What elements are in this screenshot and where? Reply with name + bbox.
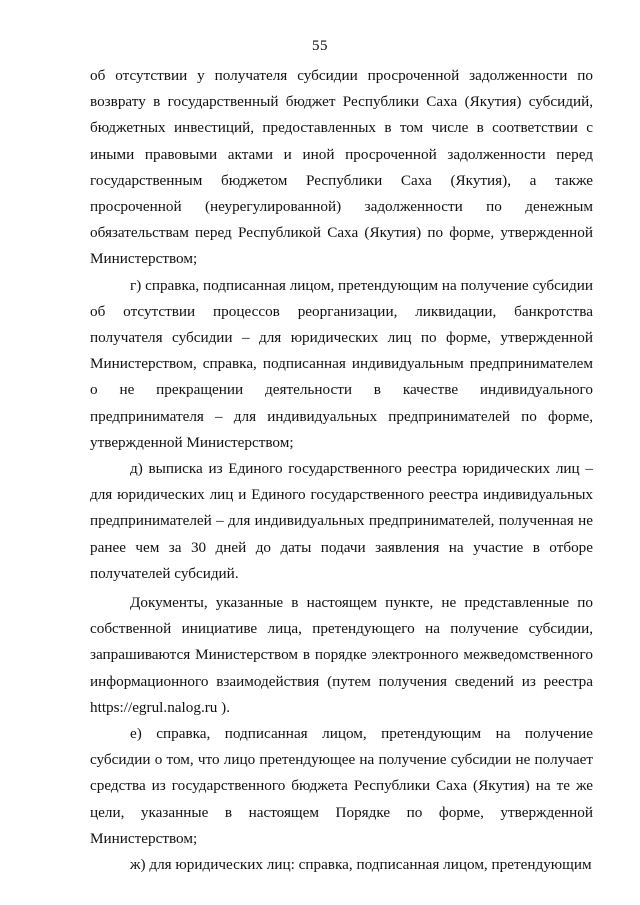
page-number: 55	[312, 38, 328, 54]
document-body	[90, 63, 593, 878]
paragraph-item-e: е) справка, подписанная лицом, претендующим на получение субсидии о том, что лицо претендующее на получение субсидии не получает средства из государственного бюджета Республики Саха (Якутия) на те же цели, указанные в настоящем Порядке по форме, утвержденной Министерством;	[90, 725, 593, 847]
paragraph-documents-note: Документы, указанные в настоящем пункте, не представленные по собственной инициативе лица, претендующего на получение субсидии, запрашиваются Министерством в порядке электронного межведомственного информационного взаимодействия (путем получения сведений из реестра https://egrul.nalog.ru ).	[90, 594, 593, 716]
paragraph-continuation: об отсутствии у получателя субсидии просроченной задолженности по возврату в государственный бюджет Республики Саха (Якутия) субсидий, бюджетных инвестиций, предоставленных в том числе в соответствии с иными правовыми актами и иной просроченной задолженности перед государственным бюджетом Республики Саха (Якутия), а также просроченной (неурегулированной) задолженности по денежным обязательствам перед Республикой Саха (Якутия) по форме, утвержденной Министерством;	[90, 67, 593, 268]
paragraph-item-d: д) выписка из Единого государственного реестра юридических лиц – для юридических лиц и Единого государственного реестра индивидуальных предпринимателей – для индивидуальных предпринимателей, полученная не ранее чем за 30 дней до даты подачи заявления на участие в отборе получателей субсидий.	[90, 460, 593, 582]
paragraph-item-g: г) справка, подписанная лицом, претендующим на получение субсидии об отсутствии процессов реорганизации, ликвидации, банкротства получателя субсидии – для юридических лиц по форме, утвержденной Министерством, справка, подписанная индивидуальным предпринимателем о не прекращении деятельности в качестве индивидуального предпринимателя – для индивидуальных предпринимателей по форме, утвержденной Министерством;	[90, 276, 593, 451]
paragraph-item-zh: ж) для юридических лиц: справка, подписанная лицом, претендующим	[130, 856, 592, 874]
